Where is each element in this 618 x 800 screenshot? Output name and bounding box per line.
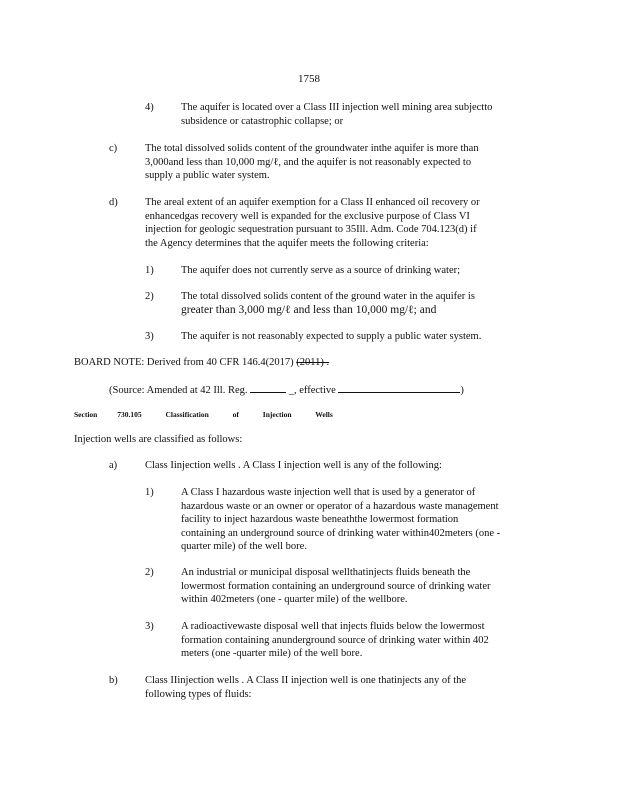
text-line: formation containing anunderground source of drinking water within 402 — [181, 634, 489, 646]
source-line — [109, 382, 464, 398]
text-line: containing an underground source of drinking water within402meters (one - — [181, 527, 501, 539]
text-line: facility to inject hazardous waste beneaththe lowermost formation — [181, 514, 459, 525]
item-label: b) — [109, 675, 118, 686]
text-line: the Agency determines that the aquifer meets the following criteria: — [145, 237, 429, 249]
paragraph-a2 — [181, 566, 490, 607]
intro-text: Injection wells are classified as follows: — [74, 434, 243, 445]
section-title: Classification of Injection Wells — [165, 410, 333, 419]
text-line: The aquifer is not reasonably expected to supply a public water system. — [181, 331, 482, 342]
item-label: 4) — [145, 102, 154, 113]
text-line: An industrial or municipal disposal wellthatinjects fluids beneath the — [181, 567, 471, 578]
text-line: meters (one -quarter mile) of the well bore. — [181, 648, 363, 659]
board-note — [74, 356, 329, 370]
text-line: Class IIinjection wells . A Class II injection well is one thatinjects any of the — [145, 675, 467, 686]
paragraph-a1 — [181, 486, 500, 554]
text-line: greater than 3,000 mg/ℓ and less than 10,000 mg/ℓ; and — [181, 303, 437, 316]
item-label: d) — [109, 197, 118, 208]
paragraph-4 — [181, 101, 492, 128]
text-line: supply a public water system. — [145, 170, 270, 181]
board-note-text: BOARD NOTE: Derived from 40 CFR 146.4(2017) — [74, 357, 294, 368]
section-number: Section 730.105 — [74, 410, 142, 419]
source-suffix: ) — [460, 385, 464, 396]
paragraph-d3 — [181, 330, 481, 344]
text-line: The total dissolved solids content of the groundwater inthe aquifer is more than — [145, 143, 479, 154]
item-label: 1) — [145, 487, 154, 498]
text-line: enhancedgas recovery well is expanded for the exclusive purpose of Class VI — [145, 210, 470, 222]
source-prefix: (Source: Amended at 42 Ill. Reg. — [109, 385, 248, 396]
paragraph-d2 — [181, 290, 475, 317]
struck-text: (2011) . — [296, 357, 330, 368]
text-line: A Class I hazardous waste injection well that is used by a generator of — [181, 487, 476, 498]
text-line: injection for geologic sequestration pursuant to 35Ill. Adm. Code 704.123(d) if — [145, 224, 477, 235]
text-line: The areal extent of an aquifer exemption for a Class II enhanced oil recovery or — [145, 197, 480, 208]
paragraph-d — [145, 196, 480, 250]
item-label: 1) — [145, 265, 154, 276]
text-line: hazardous waste or an owner or operator of a hazardous waste management — [181, 500, 499, 512]
paragraph-b — [145, 674, 466, 701]
text-line: Class Iinjection wells . A Class I injection well is any of the following: — [145, 460, 442, 471]
register-blank — [250, 382, 286, 393]
paragraph-d1 — [181, 264, 460, 278]
source-mid: _, effective — [288, 385, 336, 396]
item-label: 2) — [145, 291, 154, 302]
text-line: subsidence or catastrophic collapse; or — [181, 115, 344, 127]
text-line: The aquifer does not currently serve as a source of drinking water; — [181, 265, 461, 276]
text-line: 3,000and less than 10,000 mg/ℓ, and the aquifer is not reasonably expected to — [145, 156, 472, 168]
item-label: 3) — [145, 621, 154, 632]
text-line: A radioactivewaste disposal well that injects fluids below the lowermost — [181, 621, 485, 632]
text-line: The total dissolved solids content of the ground water in the aquifer is — [181, 291, 475, 302]
paragraph-a — [145, 459, 442, 473]
text-line: The aquifer is located over a Class III injection well mining area subjectto — [181, 102, 493, 113]
section-heading — [74, 408, 334, 422]
item-label: 2) — [145, 567, 154, 578]
text-line: within 402meters (one - quarter mile) of the wellbore. — [181, 594, 408, 605]
text-line: following types of fluids: — [145, 688, 252, 700]
paragraph-c — [145, 142, 479, 183]
paragraph-a3 — [181, 620, 489, 661]
effective-date-blank — [338, 382, 460, 393]
item-label: 3) — [145, 331, 154, 342]
text-line: quarter mile) of the well bore. — [181, 541, 307, 552]
text-line: lowermost formation containing an underground source of drinking water — [181, 580, 491, 592]
item-label: a) — [109, 460, 118, 471]
item-label: c) — [109, 143, 118, 154]
page-number: 1758 — [298, 73, 320, 85]
